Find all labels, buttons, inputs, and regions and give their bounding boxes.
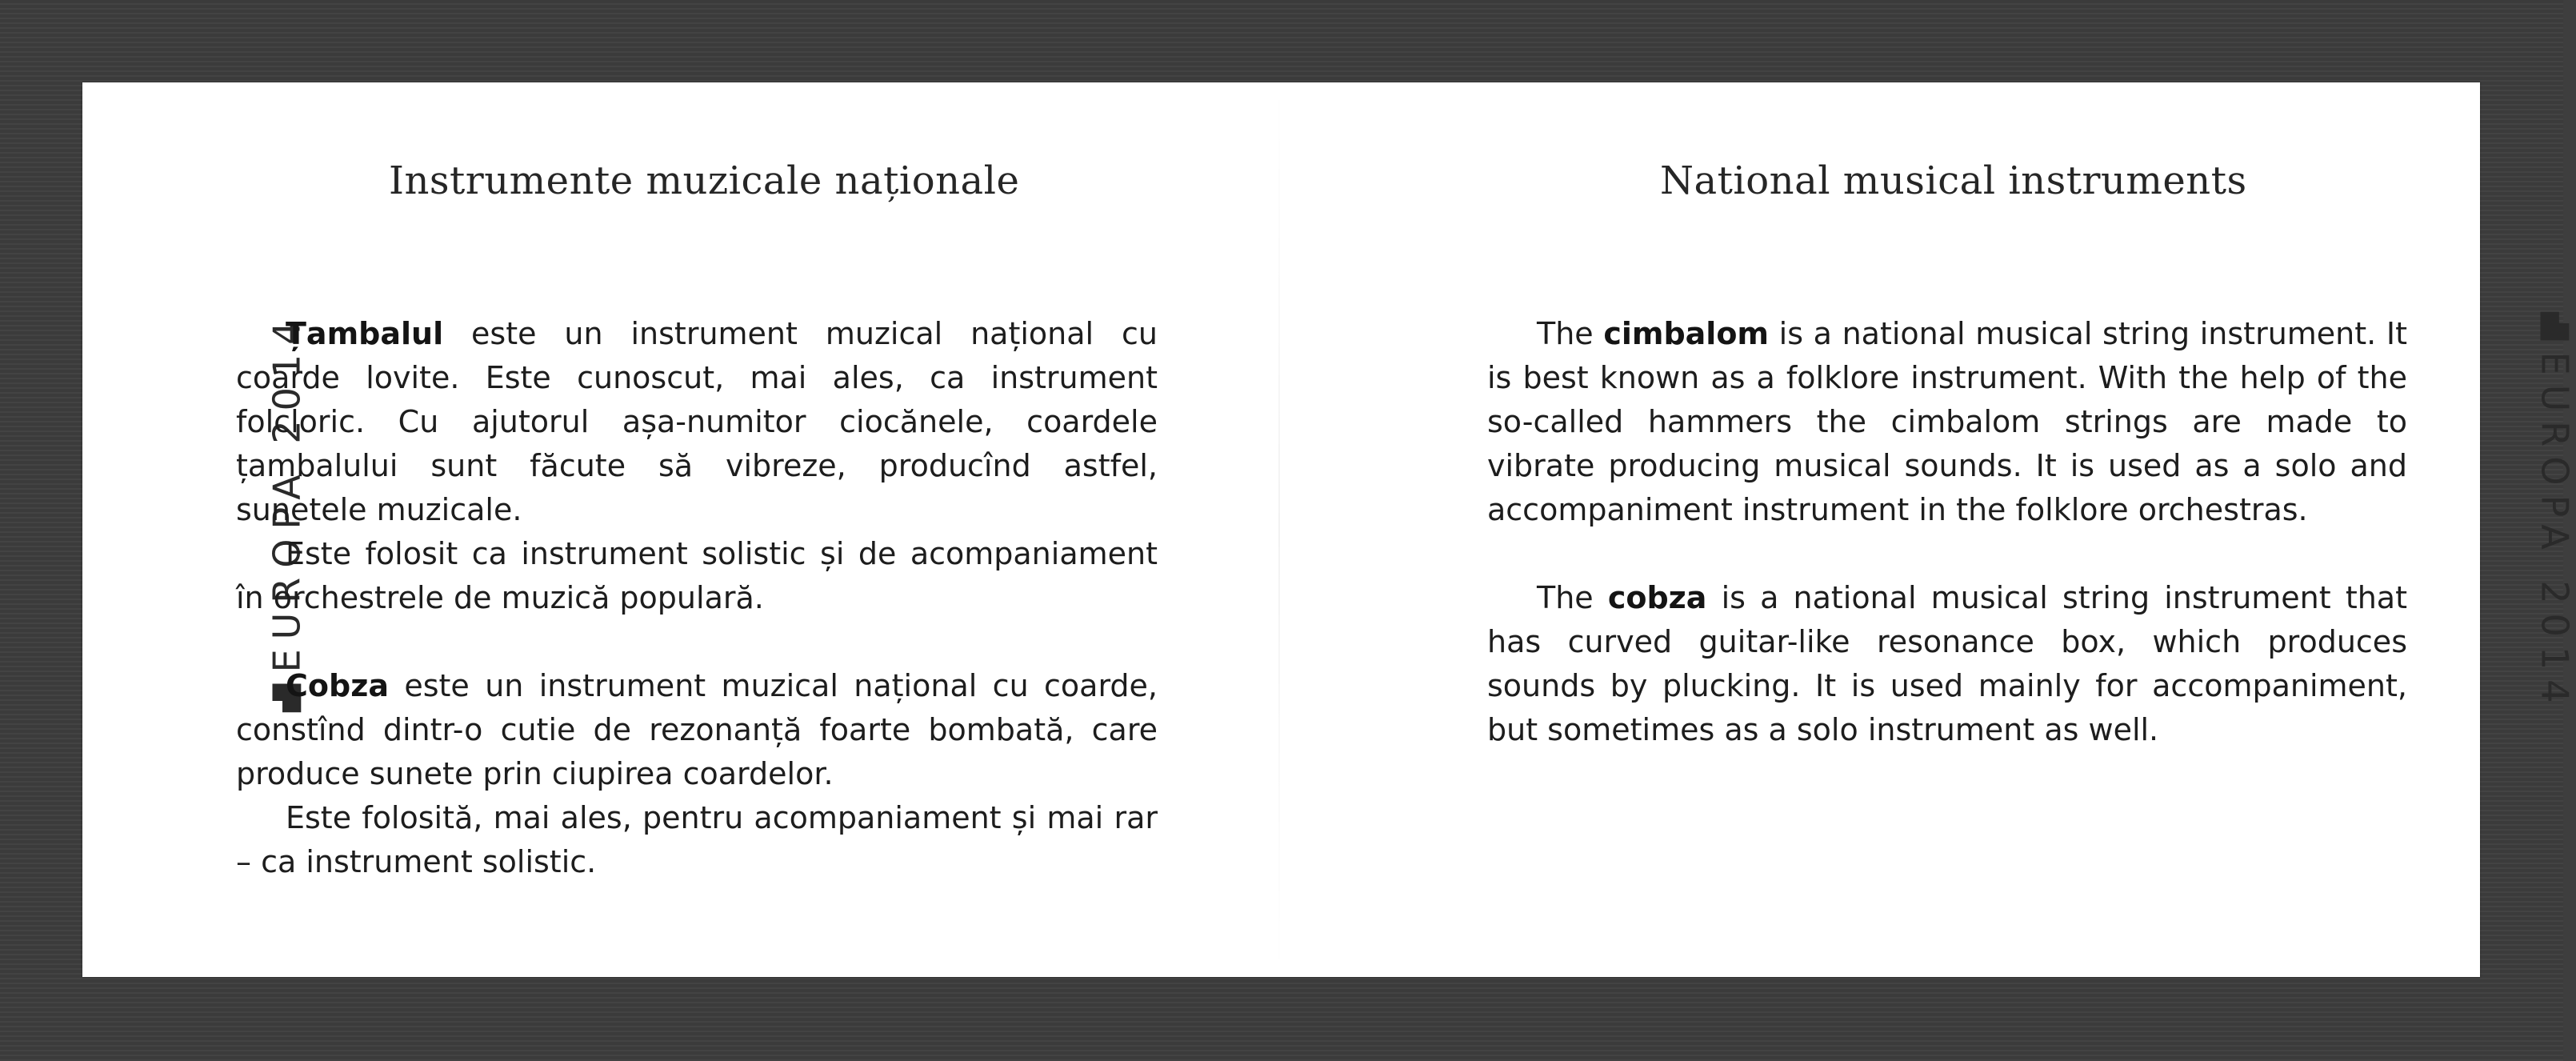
left-paragraph-1-text: este un instrument muzical național cu coarde lovite. Este cunoscut, mai ales, ca instrument folcloric. Cu ajutorul așa-numitor ciocănele, coardele țambalului sunt făcute să vibreze, producînd astfel, sunetele muzicale. [236, 316, 1158, 527]
left-paragraph-2: Este folosit ca instrument solistic și de acompaniament în orchestrele de muzică populară. [236, 536, 1158, 615]
right-paragraph-1-text: is a national musical string instrument. It is best known as a folklore instrument. With the help of the so-called hammers the cimbalom strings are made to vibrate producing musical sounds. It is used as a solo and accompaniment instrument in the folklore orchestras. [1487, 316, 2407, 527]
right-paragraph-2-pre: The [1537, 580, 1608, 615]
term-cobza: Cobza [286, 668, 389, 703]
term-tambalul: Țambalul [286, 316, 444, 351]
left-paragraph-3 [236, 664, 1158, 796]
left-panel [82, 82, 1279, 977]
booklet-sheet [82, 82, 2576, 977]
europa-logo-text: EUROPA 2014 [265, 311, 309, 673]
left-body-text [236, 312, 1158, 884]
right-panel [1279, 82, 2480, 977]
term-cobza-en: cobza [1607, 580, 1707, 615]
right-paragraph-1 [1487, 312, 2407, 532]
right-paragraph-1-pre: The [1537, 316, 1604, 351]
left-paragraph-4: Este folosită, mai ales, pentru acompaniament și mai rar – ca instrument solistic. [236, 800, 1158, 879]
left-paragraph-3-text: este un instrument muzical național cu coarde, constînd dintr-o cutie de rezonanță foarte bombată, care produce sunete prin ciupirea coardelor. [236, 668, 1158, 791]
right-title: National musical instruments [1660, 158, 2247, 203]
right-body-text [1487, 312, 2407, 752]
term-cimbalom: cimbalom [1603, 316, 1770, 351]
right-paragraph-2 [1487, 576, 2407, 752]
left-title: Instrumente muzicale naționale [389, 158, 1020, 203]
europa-logo-right [2533, 312, 2576, 713]
europa-logo-text: EUROPA 2014 [2533, 351, 2576, 713]
right-paragraph-2-text: is a national musical string instrument that has curved guitar-like resonance box, which produces sounds by plucking. It is used mainly for accompaniment, but sometimes as a solo instrument as well. [1487, 580, 2407, 747]
left-paragraph-1 [236, 312, 1158, 532]
europa-logo-icon [2540, 312, 2569, 341]
